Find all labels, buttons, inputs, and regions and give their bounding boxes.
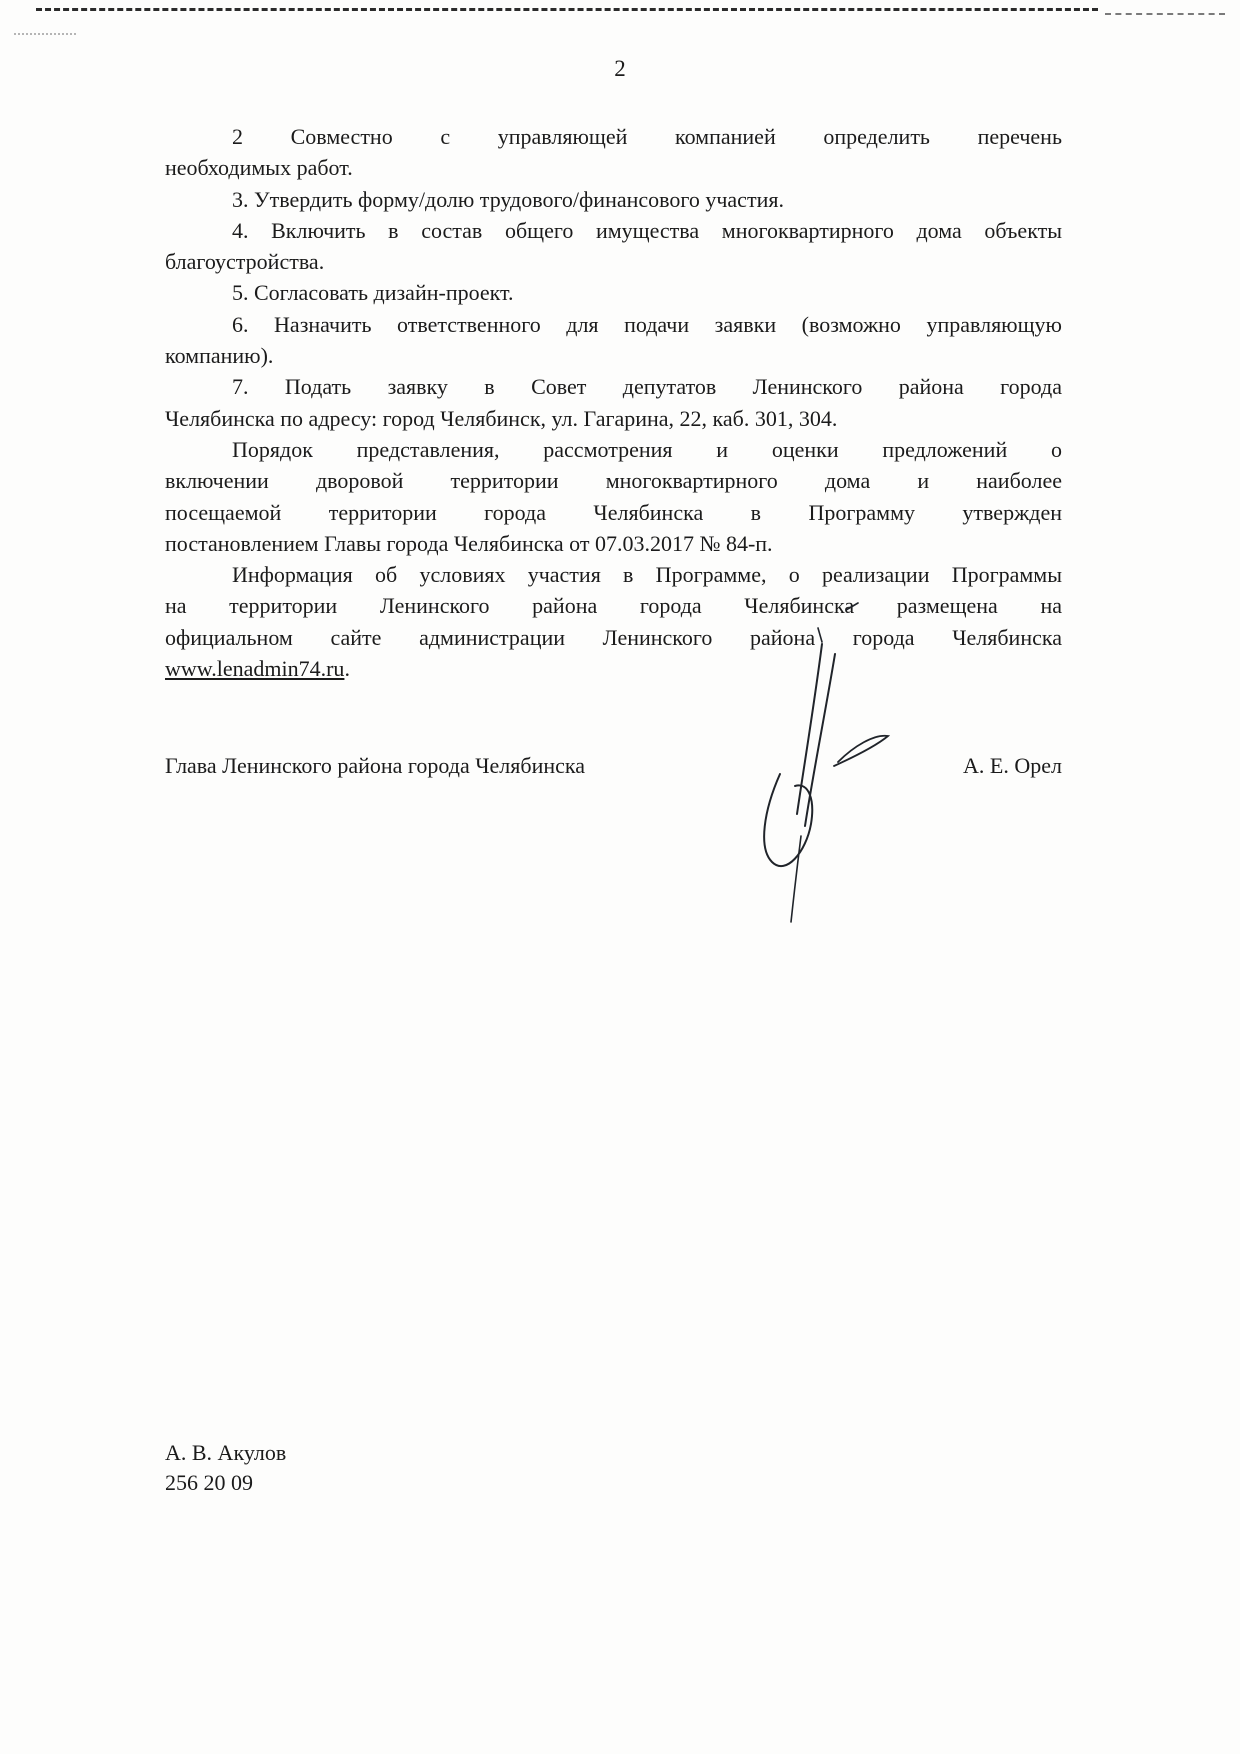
paragraph bbox=[165, 434, 1062, 559]
document-line: официальном сайте администрации Ленинского района города Челябинска bbox=[165, 624, 1062, 650]
website-url: www.lenadmin74.ru bbox=[165, 656, 345, 682]
document-line: включении дворовой территории многоквартирного дома и наиболее bbox=[165, 468, 1062, 494]
document-line: 3. Утвердить форму/долю трудового/финансового участия. bbox=[232, 186, 784, 212]
document-line: на территории Ленинского района города Челябинска размещена на bbox=[165, 593, 1062, 619]
paragraph bbox=[165, 215, 1062, 278]
executor-name: А. В. Акулов bbox=[165, 1440, 287, 1465]
document-line: 7. Подать заявку в Совет депутатов Ленинского района города bbox=[232, 374, 1062, 400]
paragraph bbox=[165, 309, 1062, 372]
document-line bbox=[165, 653, 1062, 684]
scan-artifact-line bbox=[1105, 13, 1225, 15]
paragraph bbox=[165, 184, 1062, 215]
document-line: постановлением Главы города Челябинска от 07.03.2017 № 84-п. bbox=[165, 530, 773, 556]
document-line: необходимых работ. bbox=[165, 155, 353, 181]
document-line: Челябинска по адресу: город Челябинск, ул. Гагарина, 22, каб. 301, 304. bbox=[165, 405, 838, 431]
paragraph bbox=[165, 121, 1062, 184]
document-line: Информация об условиях участия в Программе, о реализации Программы bbox=[232, 562, 1062, 588]
document-line: компанию). bbox=[165, 343, 274, 369]
text-segment: . bbox=[344, 656, 350, 682]
document-footer bbox=[165, 1438, 286, 1498]
signer-title: Глава Ленинского района города Челябинска bbox=[165, 753, 585, 778]
document-line: 2 Совместно с управляющей компанией определить перечень bbox=[232, 124, 1062, 149]
page-number: 2 bbox=[614, 56, 626, 81]
document-line: посещаемой территории города Челябинска в Программу утвержден bbox=[165, 499, 1062, 525]
document-line: Порядок представления, рассмотрения и оценки предложений о bbox=[232, 436, 1062, 462]
paragraph bbox=[165, 371, 1062, 434]
scan-artifact-line bbox=[36, 8, 1098, 11]
paragraph bbox=[165, 559, 1062, 684]
executor-phone: 256 20 09 bbox=[165, 1470, 253, 1495]
paragraph bbox=[165, 277, 1062, 308]
signer-name: А. Е. Орел bbox=[963, 753, 1062, 778]
document-body bbox=[165, 121, 1062, 684]
signature-block bbox=[165, 753, 1062, 779]
document-line: благоустройства. bbox=[165, 249, 325, 275]
document-line: 6. Назначить ответственного для подачи заявки (возможно управляющую bbox=[232, 311, 1062, 337]
scan-artifact-dots bbox=[14, 33, 76, 35]
document-line: 4. Включить в состав общего имущества многоквартирного дома объекты bbox=[232, 217, 1062, 243]
document-line: 5. Согласовать дизайн-проект. bbox=[232, 280, 514, 306]
